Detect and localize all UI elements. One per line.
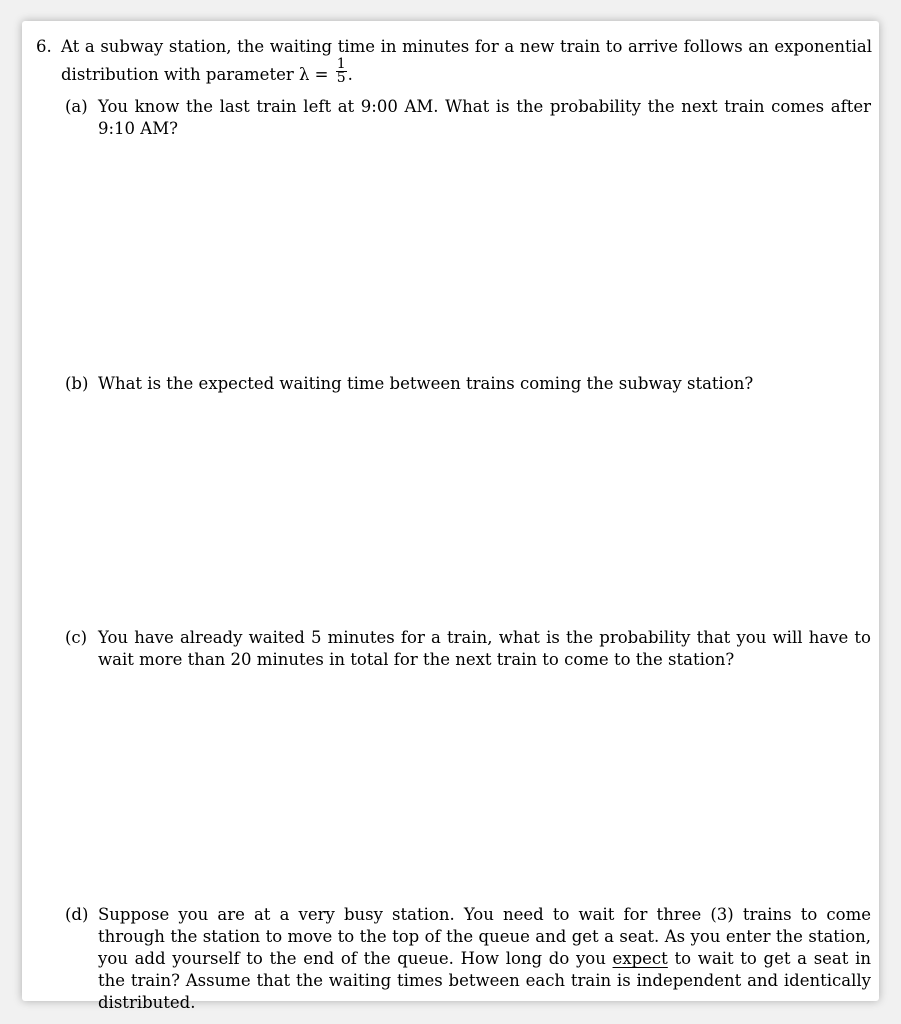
part-a-text: You know the last train left at 9:00 AM. What is the probability the next train comes after 9:10 AM? — [98, 97, 871, 138]
part-d-text — [98, 904, 871, 1014]
lambda-fraction — [336, 58, 347, 85]
part-b-label: (b) — [65, 374, 89, 393]
question-stem — [61, 33, 872, 89]
part-a — [65, 96, 871, 140]
part-b — [65, 373, 871, 395]
question-number: 6. — [36, 37, 52, 56]
part-d-text-end: to wait to get a seat in the train? Assume that the waiting times between each train is independent and identically distributed. — [98, 949, 871, 1012]
part-c-label: (c) — [65, 628, 88, 647]
part-d-underlined-word: expect — [612, 949, 668, 968]
part-c-text: You have already waited 5 minutes for a train, what is the probability that you will have to wait more than 20 minutes in total for the next train to come to the station? — [98, 628, 871, 669]
document-page — [22, 21, 879, 1012]
part-b-text: What is the expected waiting time between trains coming the subway station? — [98, 374, 754, 393]
lambda-denominator: 5 — [336, 70, 346, 86]
part-c — [65, 627, 871, 671]
lambda-numerator: 1 — [336, 56, 346, 72]
question-stem-text: At a subway station, the waiting time in minutes for a new train to arrive follows an exponential distribution with parameter λ = — [61, 37, 872, 84]
part-a-label: (a) — [65, 97, 88, 116]
part-d — [65, 904, 871, 1014]
part-d-label: (d) — [65, 905, 89, 924]
part-d-text-start: Suppose you are at a very busy station. You need to wait for three (3) trains to come through the station to move to the top of the queue and get a seat. As you enter the station, you add yourself to the end of the queue. How long do you — [98, 905, 871, 968]
question-stem-period: . — [347, 65, 353, 84]
question-6 — [36, 33, 872, 89]
